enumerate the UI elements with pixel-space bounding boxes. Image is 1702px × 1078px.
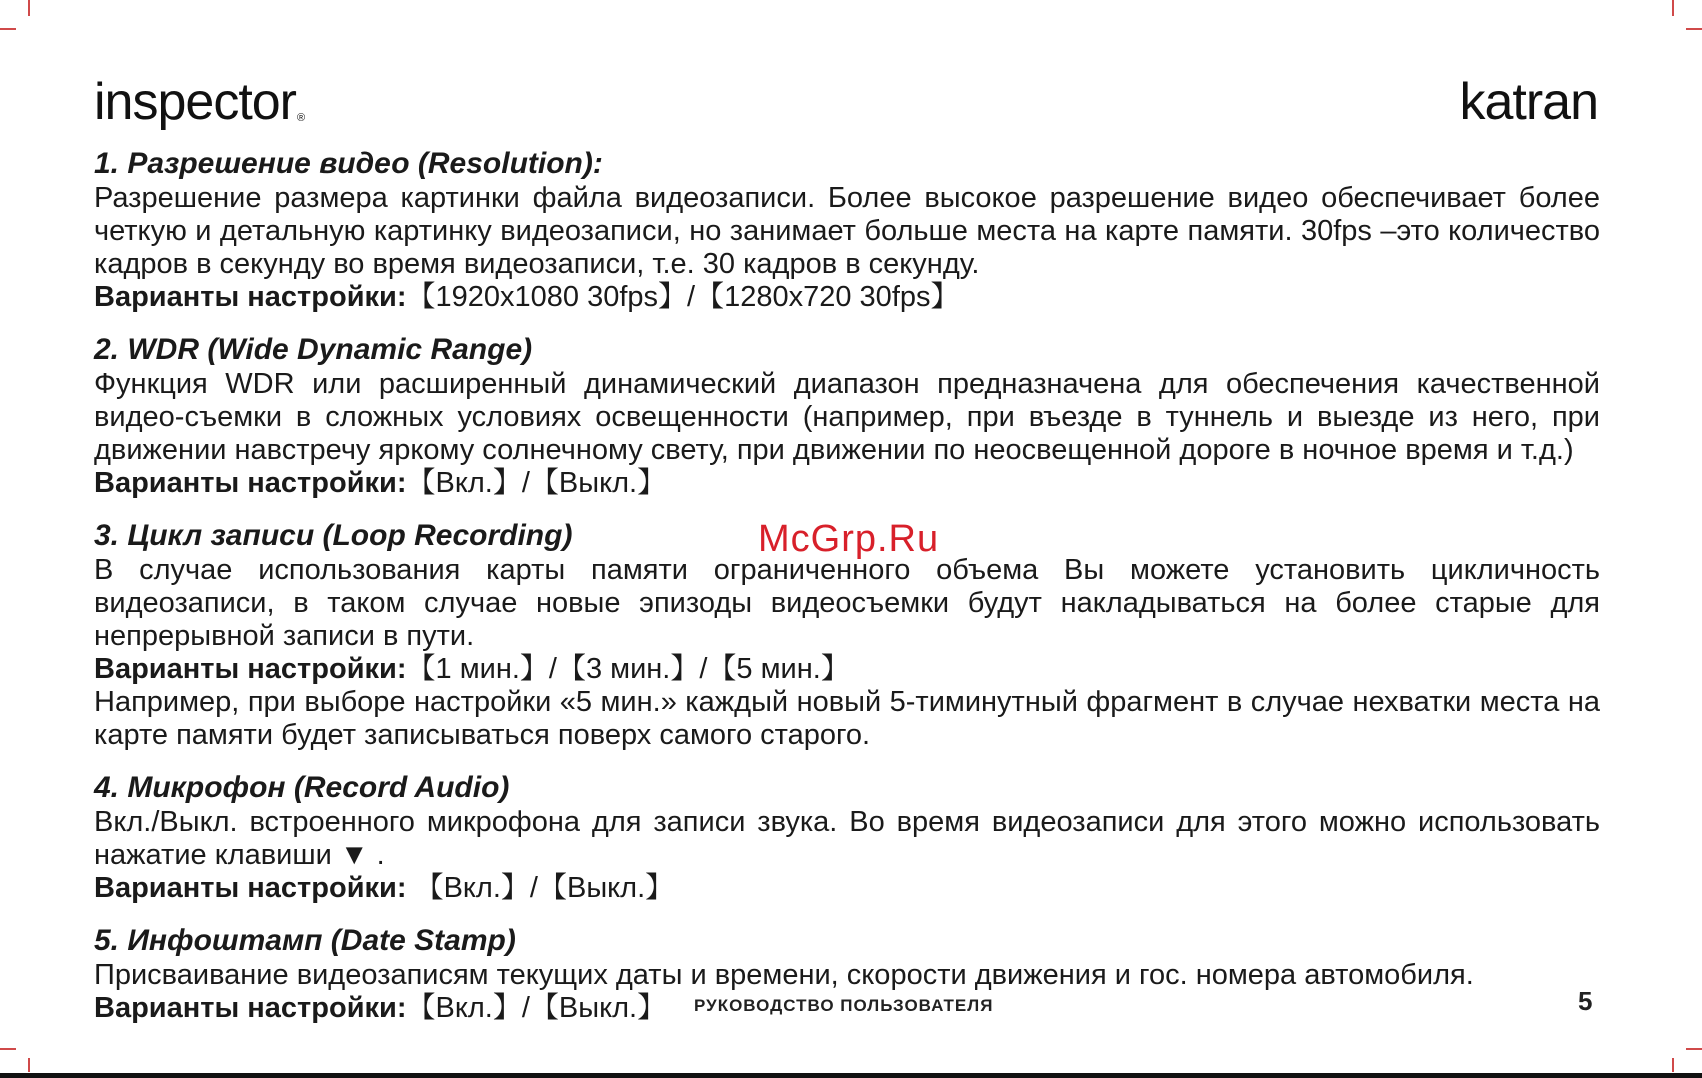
manual-content <box>94 146 1600 1043</box>
section-heading: 5. Инфоштамп (Date Stamp) <box>94 924 516 957</box>
section-text: Функция WDR или расширенный динамический диапазон предназначена для обеспечения качественной видео-съемки в сложных условиях освещенности (например, при въезде в туннель и выезде из него, при движении навстречу яркому солнечному свету, при движении по неосвещенной дороге в ночное время и т.д.) <box>94 368 1600 466</box>
crop-mark <box>28 0 30 16</box>
brand-logo-katran: katran <box>1459 73 1598 131</box>
crop-mark <box>28 1058 30 1072</box>
bottom-border <box>0 1073 1702 1078</box>
section-record-audio <box>94 770 1600 905</box>
section-text: В случае использования карты памяти ограниченного объема Вы можете установить цикличность видеозаписи, в таком случае новые эпизоды видеосъемки будут накладываться на более старые для непрерывной записи в пути. <box>94 554 1600 652</box>
section-text: Разрешение размера картинки файла видеозаписи. Более высокое разрешение видео обеспечивает более четкую и детальную картинку видеозаписи, но занимает больше места на карте памяти. 30fps –это количество кадров в секунду во время видеозаписи, т.е. 30 кадров в секунду. <box>94 182 1600 280</box>
crop-mark <box>1672 1058 1674 1072</box>
section-heading: 2. WDR (Wide Dynamic Range) <box>94 333 533 366</box>
crop-mark <box>0 28 16 30</box>
settings-options: Варианты настройки:【Вкл.】/【Выкл.】 <box>94 992 667 1024</box>
settings-options: Варианты настройки:【1 мин.】/【3 мин.】/【5 мин.】 <box>94 653 850 685</box>
footer-title: РУКОВОДСТВО ПОЛЬЗОВАТЕЛЯ <box>694 996 994 1015</box>
section-heading: 1. Разрешение видео (Resolution): <box>94 147 603 180</box>
crop-mark <box>1686 28 1702 30</box>
settings-options: Варианты настройки:【1920x1080 30fps】/【1280x720 30fps】 <box>94 281 960 313</box>
watermark: McGrp.Ru <box>758 518 940 560</box>
section-resolution <box>94 146 1600 314</box>
section-text: Присваивание видеозаписям текущих даты и времени, скорости движения и гос. номера автомобиля. <box>94 959 1474 991</box>
settings-options: Варианты настройки: 【Вкл.】/【Выкл.】 <box>94 872 675 904</box>
crop-mark <box>1686 1048 1702 1050</box>
section-heading: 4. Микрофон (Record Audio) <box>94 771 510 804</box>
crop-mark <box>1672 0 1674 16</box>
brand-logo-inspector: inspector® <box>94 73 305 131</box>
page-number: 5 <box>1578 986 1593 1016</box>
settings-options: Варианты настройки:【Вкл.】/【Выкл.】 <box>94 467 667 499</box>
section-text: Вкл./Выкл. встроенного микрофона для записи звука. Во время видеозаписи для этого можно использовать нажатие клавиши ▼ . <box>94 806 1600 871</box>
section-note: Например, при выборе настройки «5 мин.» каждый новый 5-тиминутный фрагмент в случае нехватки места на карте памяти будет записываться поверх самого старого. <box>94 686 1600 751</box>
section-wdr <box>94 332 1600 500</box>
crop-mark <box>0 1048 16 1050</box>
section-heading: 3. Цикл записи (Loop Recording) <box>94 519 573 552</box>
